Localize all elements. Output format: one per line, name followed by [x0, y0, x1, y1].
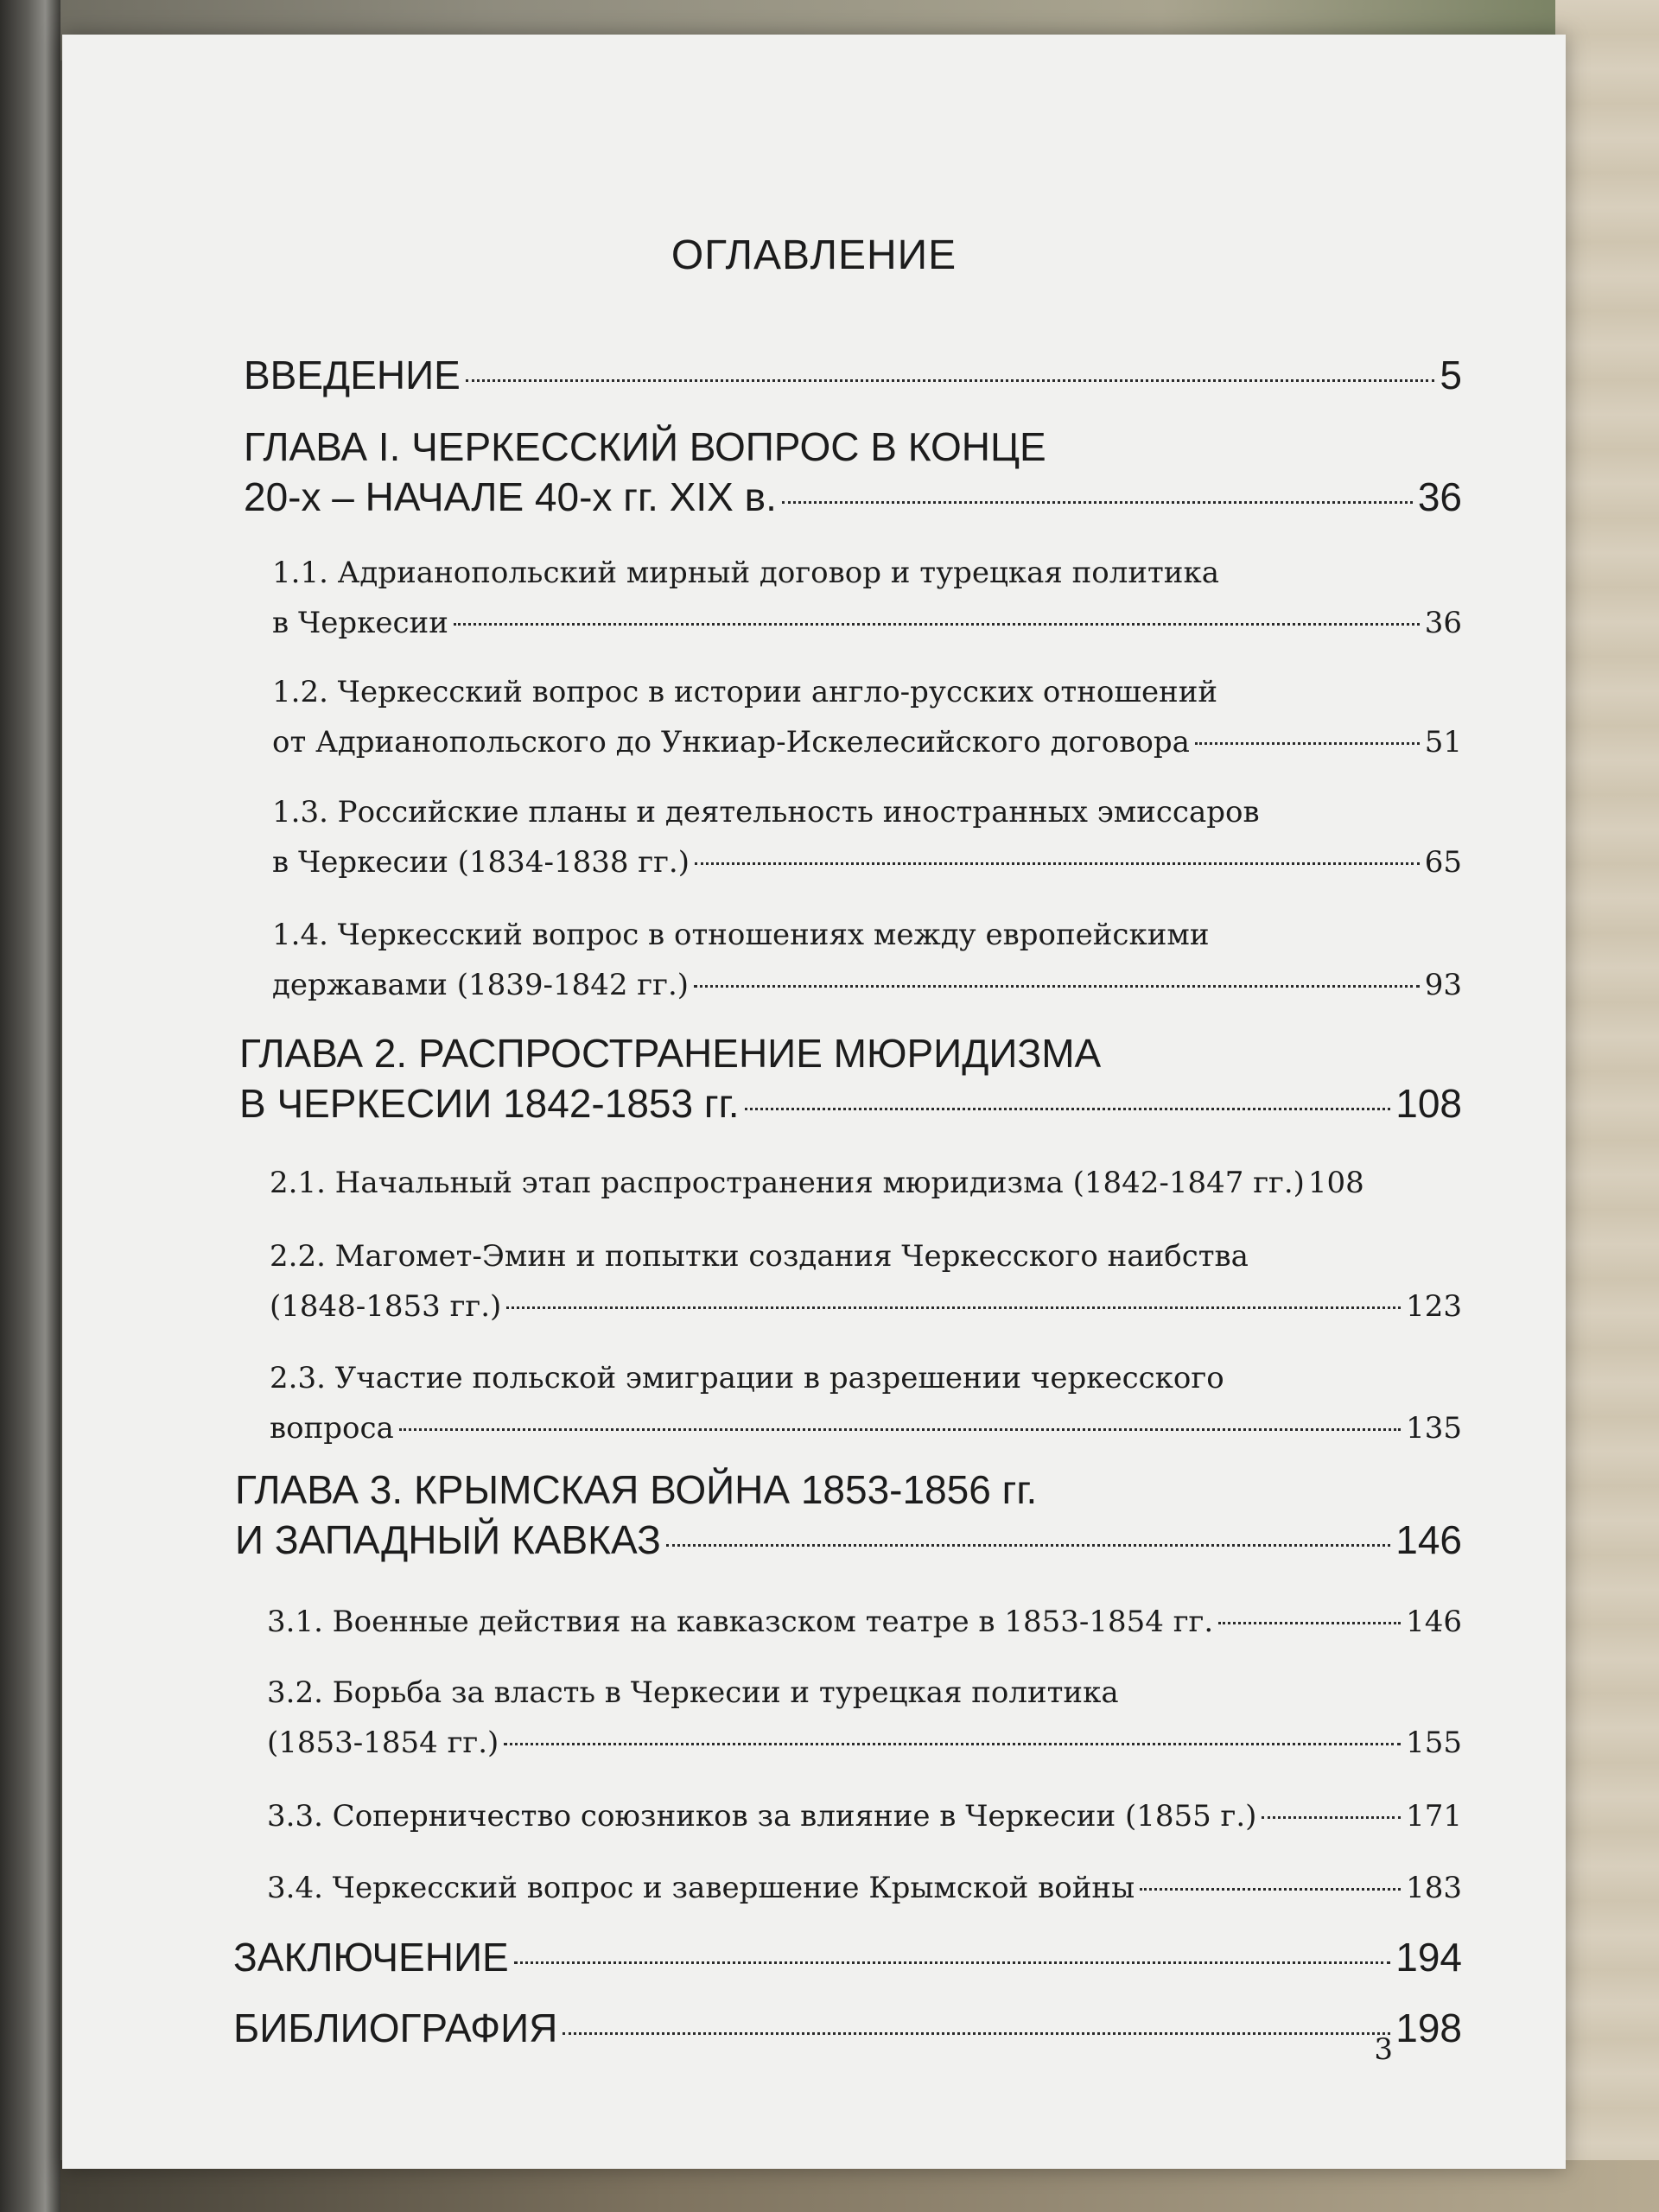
- leader-dots: [745, 1108, 1391, 1110]
- leader-dots: [694, 985, 1420, 988]
- page-number: 3: [1374, 2032, 1393, 2067]
- entry-title-cont: И ЗАПАДНЫЙ КАВКАЗ: [235, 1517, 661, 1562]
- entry-title: 3.3. Соперничество союзников за влияние в Черкесии (1855 г.): [267, 1799, 1257, 1834]
- entry-title: 2.3. Участие польской эмиграции в разрешении черкесского: [270, 1361, 1224, 1395]
- entry-page: 65: [1424, 845, 1462, 880]
- entry-title: ГЛАВА 3. КРЫМСКАЯ ВОЙНА 1853-1856 гг.: [235, 1467, 1038, 1512]
- leader-dots: [454, 623, 1420, 626]
- entry-page: 135: [1406, 1411, 1462, 1446]
- leader-dots: [399, 1428, 1401, 1431]
- leader-dots: [1140, 1888, 1401, 1891]
- entry-page: 5: [1440, 353, 1462, 397]
- entry-page: 155: [1406, 1726, 1462, 1760]
- entry-title: БИБЛИОГРАФИЯ: [233, 2005, 558, 2050]
- book-spine-edge: [0, 0, 60, 2212]
- entry-page: 194: [1395, 1935, 1462, 1980]
- toc-entry-1-2[interactable]: [272, 667, 1462, 767]
- leader-dots: [1195, 742, 1420, 745]
- entry-page: 198: [1395, 2005, 1462, 2050]
- toc-entry-1-4[interactable]: [272, 910, 1462, 1010]
- toc-entry-2-1[interactable]: [270, 1158, 1462, 1208]
- toc-entry-chapter-1[interactable]: [244, 422, 1462, 522]
- entry-page: 108: [1395, 1081, 1462, 1126]
- entry-title: ГЛАВА 2. РАСПРОСТРАНЕНИЕ МЮРИДИЗМА: [239, 1031, 1102, 1076]
- entry-title-cont: В ЧЕРКЕСИИ 1842-1853 гг.: [239, 1081, 740, 1126]
- entry-page: 51: [1424, 725, 1462, 760]
- leader-dots: [514, 1961, 1391, 1964]
- toc-entry-1-1[interactable]: [272, 548, 1462, 648]
- entry-title-cont: вопроса: [270, 1411, 394, 1446]
- entry-page: 93: [1424, 968, 1462, 1002]
- entry-page: 146: [1406, 1605, 1462, 1639]
- entry-title-cont: (1853-1854 гг.): [267, 1726, 499, 1760]
- toc-entry-3-3[interactable]: [267, 1791, 1462, 1841]
- toc-entry-chapter-2[interactable]: [239, 1028, 1462, 1128]
- background-table: [1555, 0, 1659, 2212]
- leader-dots: [666, 1544, 1390, 1547]
- toc-title: ОГЛАВЛЕНИЕ: [671, 232, 957, 278]
- toc-entry-chapter-3[interactable]: [235, 1465, 1462, 1565]
- entry-title-cont: (1848-1853 гг.): [270, 1289, 502, 1324]
- toc-entry-3-1[interactable]: [267, 1597, 1462, 1647]
- toc-entry-2-2[interactable]: [270, 1231, 1462, 1332]
- entry-page: 36: [1417, 474, 1462, 519]
- entry-title: 1.4. Черкесский вопрос в отношениях между европейскими: [272, 918, 1210, 952]
- entry-page: 123: [1406, 1289, 1462, 1324]
- leader-dots: [563, 2032, 1390, 2035]
- entry-title: 2.1. Начальный этап распространения мюридизма (1842-1847 гг.): [270, 1166, 1305, 1200]
- entry-page: 108: [1307, 1166, 1364, 1200]
- entry-title: 3.1. Военные действия на кавказском театре в 1853-1854 гг.: [267, 1605, 1214, 1639]
- leader-dots: [695, 862, 1420, 865]
- toc-entry-bibliography[interactable]: [233, 2003, 1462, 2053]
- entry-title: 1.1. Адрианопольский мирный договор и турецкая политика: [272, 556, 1219, 590]
- leader-dots: [1218, 1622, 1401, 1624]
- table-of-contents: [62, 35, 1566, 2169]
- entry-title: ВВЕДЕНИЕ: [244, 353, 461, 397]
- toc-entry-conclusion[interactable]: [233, 1932, 1462, 1982]
- entry-title: ГЛАВА I. ЧЕРКЕССКИЙ ВОПРОС В КОНЦЕ: [244, 424, 1046, 469]
- entry-title: 1.3. Российские планы и деятельность иностранных эмиссаров: [272, 795, 1260, 830]
- entry-title: 3.2. Борьба за власть в Черкесии и турецкая политика: [267, 1675, 1119, 1710]
- toc-entry-1-3[interactable]: [272, 787, 1462, 887]
- leader-dots: [506, 1306, 1401, 1309]
- entry-page: 146: [1395, 1517, 1462, 1562]
- entry-title: ЗАКЛЮЧЕНИЕ: [233, 1935, 509, 1980]
- leader-dots: [1262, 1816, 1401, 1819]
- leader-dots: [782, 501, 1413, 504]
- entry-title: 1.2. Черкесский вопрос в истории англо-русских отношений: [272, 675, 1218, 709]
- entry-title-cont: 20-х – НАЧАЛЕ 40-х гг. XIX в.: [244, 474, 777, 519]
- entry-title-cont: в Черкесии (1834-1838 гг.): [272, 845, 690, 880]
- toc-entry-introduction[interactable]: [244, 350, 1462, 400]
- entry-title-cont: от Адрианопольского до Ункиар-Искелесийского договора: [272, 725, 1190, 760]
- toc-entry-2-3[interactable]: [270, 1353, 1462, 1453]
- toc-entry-3-4[interactable]: [267, 1863, 1462, 1913]
- entry-title: 2.2. Магомет-Эмин и попытки создания Черкесского наибства: [270, 1239, 1249, 1274]
- entry-title-cont: в Черкесии: [272, 606, 448, 640]
- toc-entry-3-2[interactable]: [267, 1668, 1462, 1768]
- leader-dots: [466, 379, 1435, 382]
- entry-title: 3.4. Черкесский вопрос и завершение Крымской войны: [267, 1871, 1135, 1905]
- entry-page: 183: [1406, 1871, 1462, 1905]
- entry-page: 171: [1406, 1799, 1462, 1834]
- entry-page: 36: [1424, 606, 1462, 640]
- book-page: [62, 35, 1566, 2169]
- entry-title-cont: державами (1839-1842 гг.): [272, 968, 690, 1002]
- leader-dots: [504, 1743, 1401, 1745]
